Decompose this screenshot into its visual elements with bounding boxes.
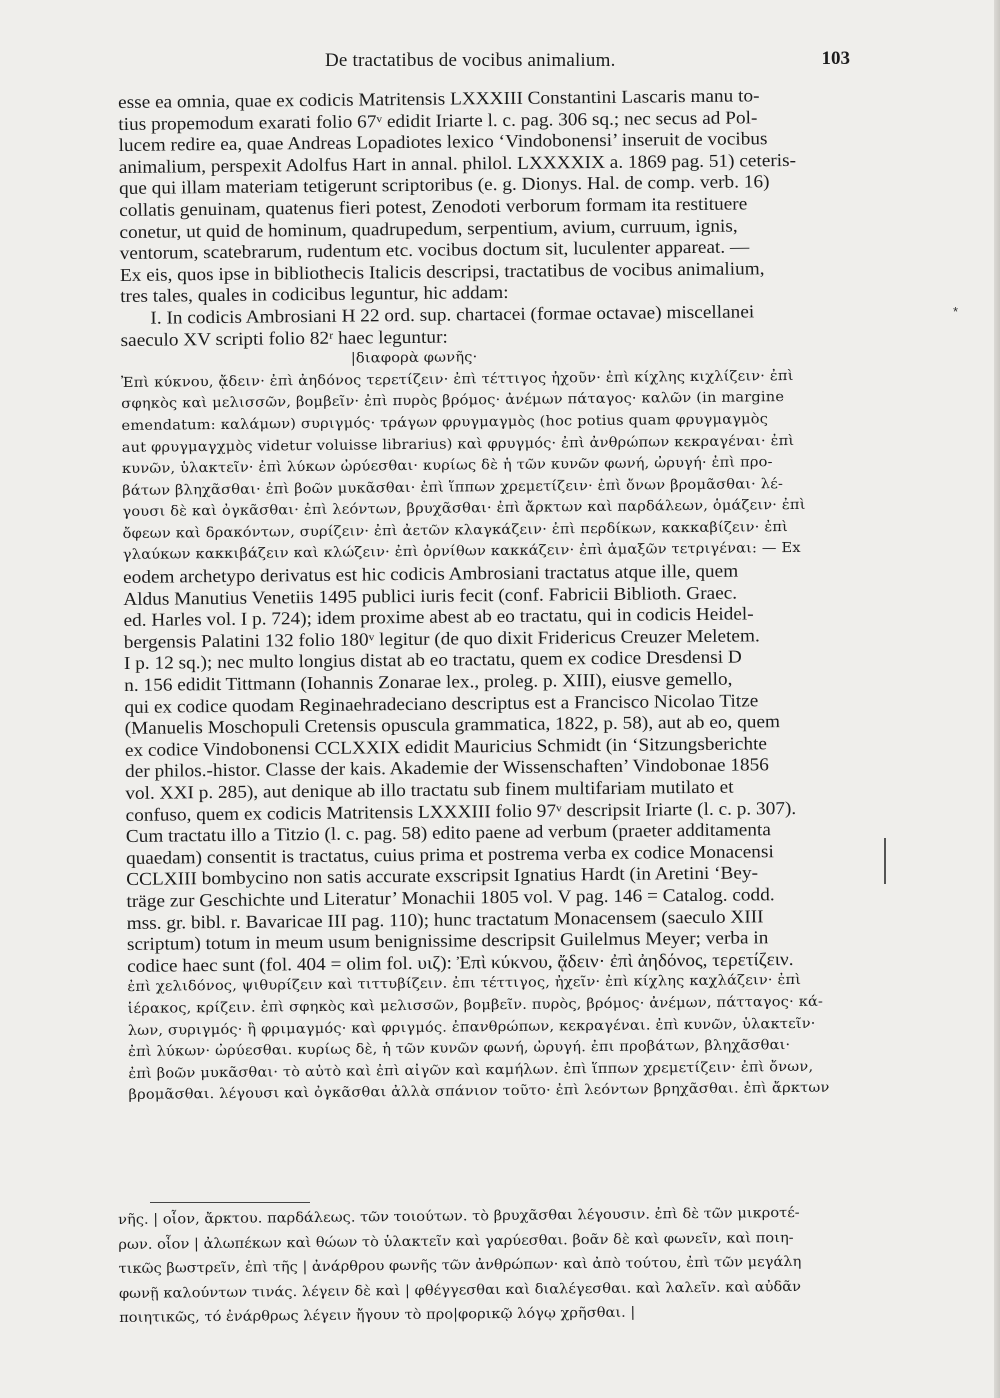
text-line: emendatum: καλάμων) συριγμός· τράγων φρυγμαγμὸς (hoc potius quam φρυγμαγμὸς (121, 411, 769, 434)
text-line: saeculo XV scripti folio 82ʳ haec leguntur: (120, 326, 448, 350)
footnote-line: ρων. οἷον | ἀλωπέκων καὶ θώων τὸ ὑλακτεῖν καὶ γαρύεσθαι. βοᾶν δὲ καὶ φωνεῖν, καὶ ποιη- (118, 1229, 794, 1253)
text-line: que qui illam materiam tetigerunt scriptoribus (e. g. Dionys. Hal. de comp. verb. 16) (118, 171, 770, 199)
text-line: esse ea omnia, quae ex codicis Matritensis LXXXIII Constantini Lascaris manu to- (118, 85, 760, 112)
footnote-line: νῆς. | οἷον, ἄρκτου. παρδάλεως. τῶν τοιούτων. τὸ βρυχᾶσθαι λέγουσιν. ἐπὶ δὲ τῶν μικροτέ- (118, 1204, 800, 1228)
text-line: animalium, perspexit Adolfus Hart in annal. philol. LXXXXIX a. 1869 pag. 51) ceteris- (118, 149, 797, 177)
text-line: der philos.-histor. Classe der kais. Akademie der Wissenschaften’ Vindobonae 1856 (125, 754, 769, 782)
footnote-line: ποιητικῶς, τό ἐνάρθρως λέγειν ἤγουν τὸ προ|φορικῷ λόγῳ χρῆσθαι. | (119, 1304, 636, 1327)
page-header (120, 48, 860, 78)
text-line: träge zur Geschichte und Literatur’ Monachii 1805 vol. V pag. 146 = Catalog. codd. (126, 884, 775, 911)
text-line: κυνῶν, ὑλακτεῖν· ἐπὶ λύκων ὠρύεσθαι· κυρίως δὲ ἡ τῶν κυνῶν φωνή, ὠρυγή· ἐπὶ προ- (121, 454, 773, 478)
text-line: quaedam) consentit is tractatus, cuius prima et postrema verba ex codice Monacensi (125, 840, 774, 868)
text-line: (Manuelis Moschopuli Cretensis opuscula grammatica, 1822, p. 58), aut ab eo, quem (124, 711, 781, 739)
footnote-line: φωνῇ καλούντων τινάς. λέγειν δὲ καὶ | φθέγγεσθαι καὶ διαλέγεσθαι. καὶ λαλεῖν. καὶ αὐδᾶν (118, 1278, 802, 1302)
text-line: γουσι δὲ καὶ ὀγκᾶσθαι· ἐπὶ λεόντων, βρυχᾶσθαι· ἐπὶ ἄρκτων καὶ παρδάλεων, ὁμάζειν· ἐπὶ (122, 497, 806, 521)
text-line: aut φρυγμαγχμὸς videtur voluisse librarius) καὶ φρυγμός· ἐπὶ ἀνθρώπων κεκραγέναι· ἐπὶ (121, 432, 795, 456)
text-line: ventorum, scatebrarum, rudentum etc. vocibus doctum sit, luculenter appareat. — (119, 236, 750, 264)
text-line: Ἐπὶ κύκνου, ᾄδειν· ἐπὶ ἀηδόνος τερετίζειν· ἐπὶ τέττιγος ἠχοῦν· ἐπὶ κίχλης κιχλίζειν· ἐπὶ (120, 367, 794, 391)
text-line: eodem archetypo derivatus est hic codicis Ambrosiani tractatus atque ille, quem (122, 560, 739, 588)
text-line: I p. 12 sq.); nec multo longius distat ab eo tractatu, quem ex codice Dresdensi D (123, 646, 742, 674)
text-line: Aldus Manutius Venetiis 1495 publici iuris fecit (conf. Fabricii Biblioth. Graec. (123, 582, 738, 609)
text-line: collatis genuinam, quatenus fieri potest, Zenodoti verborum formam ita restituere (119, 193, 748, 220)
text-line: ἐπὶ λύκων· ὠρύεσθαι. κυρίως δὲ, ἡ τῶν κυνῶν φωνή, ὠρυγή. ἐπι προβάτων, βληχᾶσθαι· (127, 1037, 791, 1061)
text-line: mss. gr. bibl. r. Bavaricae III pag. 110); hunc tractatum Monacensem (saeculo XIII (126, 905, 764, 933)
text-line: vol. XXI p. 285), aut denique ab illo tractatu sub finem multifariam mutilato et (125, 776, 734, 803)
body-text (118, 84, 877, 1107)
text-line: confuso, quem ex codicis Matritensis LXXXIII folio 97ᵛ descripsit Iriarte (l. c. p. 307). (125, 797, 797, 825)
text-line: λων, συριγμός· ἢ φριμαγμός· καὶ φριγμός. ἐπανθρώπων, κεκραγέναι. ἐπὶ κυνῶν, ὑλακτεῖν· (127, 1015, 816, 1039)
text-line: ex codice Vindobonensi CCLXXIX edidit Mauricius Schmidt (in ‘Sitzungsberichte (124, 733, 768, 760)
text-line: Cum tractatu illo a Titzio (l. c. pag. 58) edito paene ad verbum (praeter additamenta (125, 819, 771, 847)
footnote-line: τικῶς βωστρεῖν, ἐπὶ τῆς | ἀνάρθρου φωνῆς τῶν ἀνθρώπων· καὶ ἀπὸ τούτου, ἐπὶ τῶν μεγάλη (118, 1254, 802, 1278)
margin-bar-mark (884, 838, 886, 884)
running-title: De tractatibus de vocibus animalium. (325, 50, 616, 71)
text-line: σφηκὸς καὶ μελισσῶν, βομβεῖν· ἐπὶ πυρὸς βρόμος· ἀνέμων πάταγος· καλῶν (in margine (121, 389, 785, 413)
footnote-separator (150, 1202, 310, 1203)
text-line: codice haec sunt (fol. 404 = olim fol. υιζ): Ἐπὶ κύκνου, ᾄδειν· ἐπὶ ἀηδόνος, τερετίζειν. (127, 948, 794, 976)
scan-edge (994, 0, 1000, 1398)
text-line: γλαύκων κακκιβάζειν καὶ κλώζειν· ἐπὶ ὀρνίθων κακκάζειν· ἐπὶ ἁμαξῶν τετριγέναι: — Ex (122, 540, 801, 564)
text-line: ὄφεων καὶ δρακόντων, συρίζειν· ἐπὶ ἀετῶν κλαγκάζειν· ἐπὶ περδίκων, κακκαβίζειν· ἐπὶ (122, 518, 789, 542)
text-line: ἱέρακος, κρίζειν. ἐπὶ σφηκὸς καὶ μελισσῶν, βομβεῖν. πυρὸς, βρόμος· ἀνέμων, πάτταγος· κά- (127, 993, 824, 1017)
text-line: tres tales, quales in codicibus leguntur, hic addam: (120, 282, 509, 307)
text-line: Ex eis, quos ipse in bibliothecis Italicis descripsi, tractatibus de vocibus animalium, (119, 257, 765, 285)
text-line: n. 156 edidit Tittmann (Iohannis Zonarae lex., proleg. p. XIII), eiusve gemello, (124, 668, 733, 695)
text-line: ἐπὶ χελιδόνος, ψιθυρίζειν καὶ τιττυβίζειν. ἐπι τέττιγος, ἠχεῖν· ἐπὶ κίχλης καχλάζειν· ἐπὶ (127, 972, 802, 996)
text-line: lucem redire ea, quae Andreas Lopadiotes lexico ‘Vindobonensi’ inseruit de vocibus (118, 128, 768, 156)
text-line: ed. Harles vol. I p. 724); idem proxime abest ab eo tractatu, qui in codicis Heidel- (123, 603, 754, 631)
text-line: CCLXIII bombycino non satis accurate exscripsit Ignatius Hardt (in Aretini ‘Bey- (126, 862, 759, 890)
text-line: tius propemodum exarati folio 67ᵛ edidit Iriarte l. c. pag. 306 sq.; nec secus ad Pol- (118, 106, 758, 134)
text-line: bergensis Palatini 132 folio 180ᵛ legitur (de quo dixit Fridericus Creuzer Meletem. (123, 625, 760, 652)
text-line: |διαφορὰ φωνῆς· (350, 349, 478, 367)
text-line: I. In codicis Ambrosiani H 22 ord. sup. chartacei (formae octavae) miscellanei (150, 301, 755, 328)
text-line: qui ex codice quodam Reginaehradeciano descriptus est a Francisco Nicolao Titze (124, 689, 759, 717)
footnotes (118, 1200, 867, 1331)
text-line: βρομᾶσθαι. λέγουσι καὶ ὀγκᾶσθαι ἀλλὰ σπάνιον τοῦτο· ἐπὶ λεόντων βρηχᾶσθαι. ἐπὶ ἄρκτων (128, 1079, 830, 1104)
text-line: βάτων βληχᾶσθαι· ἐπὶ βοῶν μυκᾶσθαι· ἐπὶ ἵππων χρεμετίζειν· ἐπὶ ὄνων βρομᾶσθαι· λέ- (122, 475, 784, 499)
text-line: conetur, ut quid de hominum, quadrupedum, serpentium, avium, curruum, ignis, (119, 215, 738, 242)
text-line: scriptum) totum in meum usum benignissime descripsit Guilelmus Meyer; verba in (126, 927, 769, 955)
text-line: ἐπὶ βοῶν μυκᾶσθαι· τὸ αὐτὸ καὶ ἐπὶ αἰγῶν καὶ καμήλων. ἐπὶ ἵππων χρεμετίζειν· ἐπὶ ὄνων, (128, 1058, 814, 1082)
page-number: 103 (821, 48, 850, 69)
margin-asterisk-mark: * (953, 304, 959, 319)
